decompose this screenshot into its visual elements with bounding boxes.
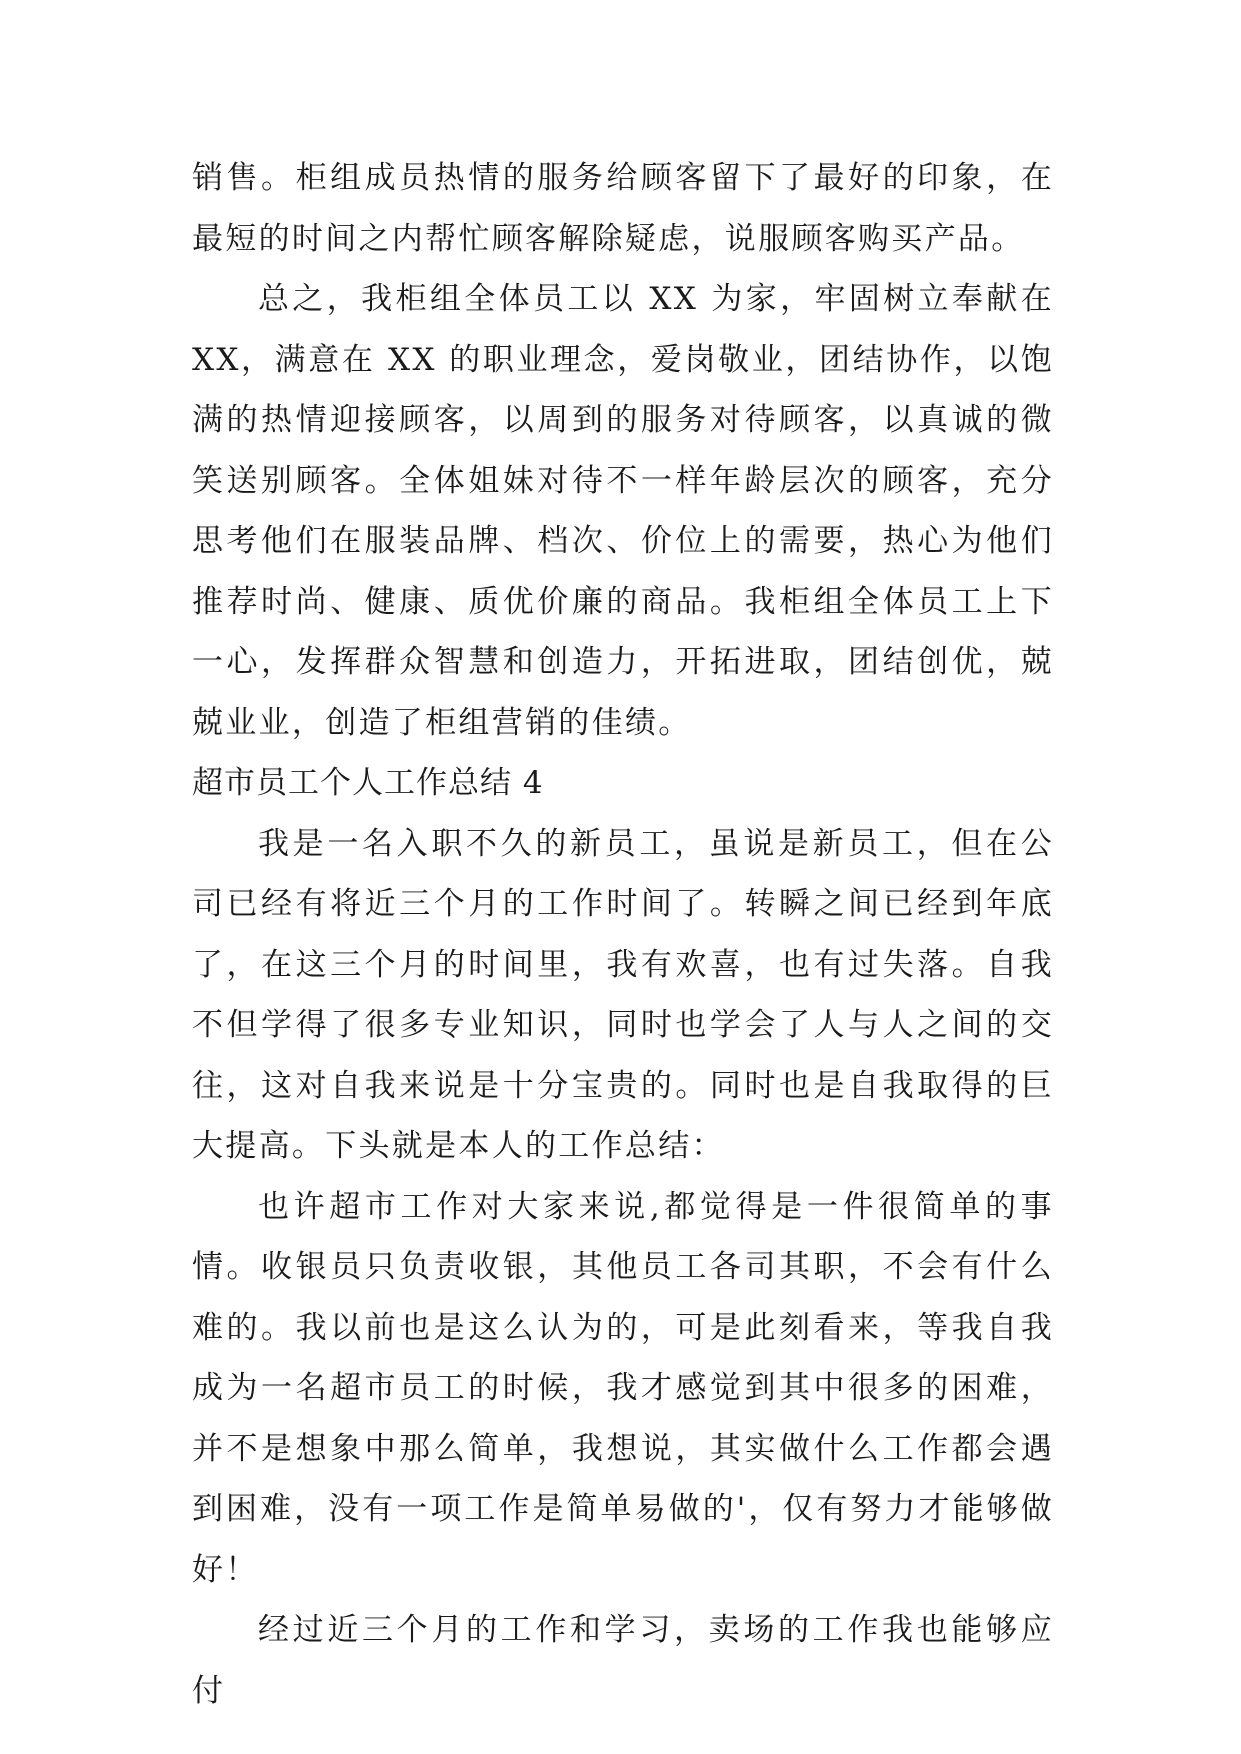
section-title: 超市员工个人工作总结 4	[192, 765, 544, 801]
paragraph-new-employee: 我是一名入职不久的新员工，虽说是新员工，但在公司已经有将近三个月的工作时间了。转瞬之间已经到年底了，在这三个月的时间里，我有欢喜，也有过失落。自我不但学得了很多专业知识，同时也学会了人与人之间的交往，这对自我来说是十分宝贵的。同时也是自我取得的巨大提高。下头就是本人的工作总结：	[192, 825, 1054, 1164]
paragraph-team-summary: 总之，我柜组全体员工以 XX 为家，牢固树立奉献在 XX，满意在 XX 的职业理念，爱岗敬业，团结协作，以饱满的热情迎接顾客，以周到的服务对待顾客，以真诚的微笑送别顾客。全体姐妹对待不一样年龄层次的顾客，充分思考他们在服装品牌、档次、价位上的需要，热心为他们推荐时尚、健康、质优价廉的商品。我柜组全体员工上下一心，发挥群众智慧和创造力，开拓进取，团结创优，兢兢业业，创造了柜组营销的佳绩。	[192, 281, 1054, 741]
paragraph-sales-impression: 销售。柜组成员热情的服务给顾客留下了最好的印象，在最短的时间之内帮忙顾客解除疑虑，说服顾客购买产品。	[192, 160, 1054, 257]
document-page	[192, 148, 1054, 1721]
paragraph-supermarket-work: 也许超市工作对大家来说,都觉得是一件很简单的事情。收银员只负责收银，其他员工各司其职，不会有什么难的。我以前也是这么认为的，可是此刻看来，等我自我成为一名超市员工的时候，我才感觉到其中很多的困难，并不是想象中那么简单，我想说，其实做什么工作都会遇到困难，没有一项工作是简单易做的'，仅有努力才能够做好！	[192, 1188, 1054, 1588]
paragraph-three-months: 经过近三个月的工作和学习，卖场的工作我也能够应付	[192, 1612, 1054, 1709]
